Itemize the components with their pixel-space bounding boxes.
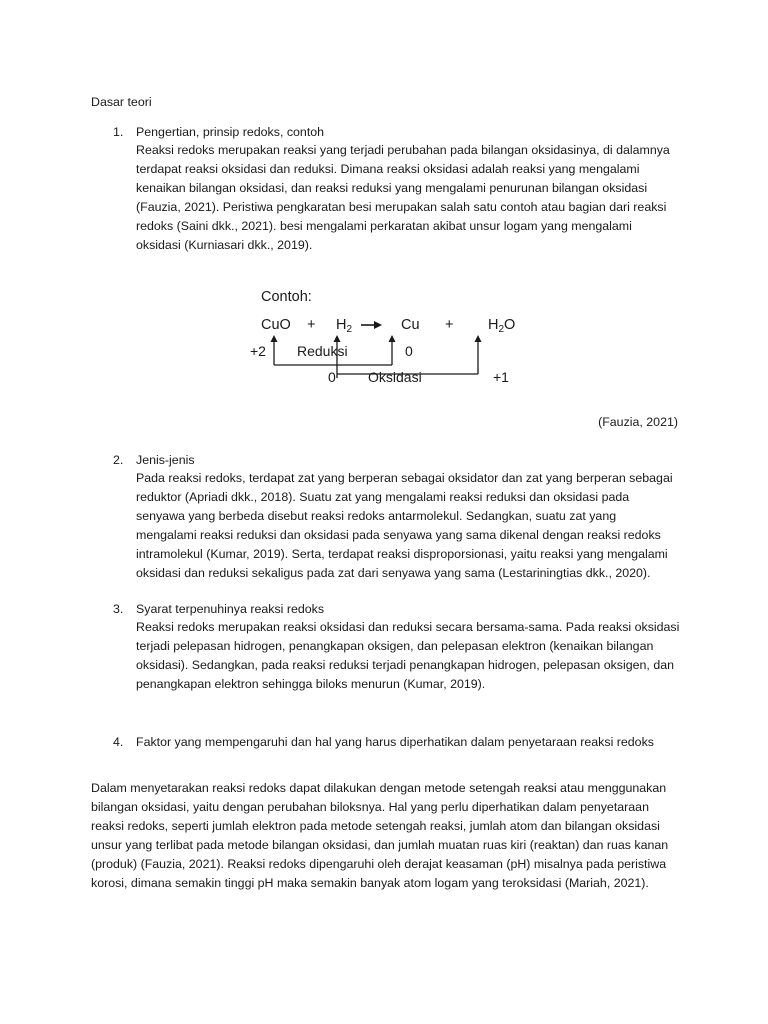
paragraph-line: oksidasi dan reduksi sekaligus pada zat dari senyawa yang sama (Lestariningtias dkk., 2020). bbox=[136, 566, 651, 580]
plus-sign: + bbox=[307, 317, 316, 333]
paragraph-line: bilangan oksidasi, yaitu dengan perubahan biloksnya. Hal yang perlu diperhatikan dalam penyetaraan bbox=[91, 800, 649, 814]
oxidation-number-h2o: +1 bbox=[493, 369, 509, 385]
list-number: 4. bbox=[113, 735, 124, 749]
paragraph-line: senyawa yang berbeda disebut reaksi redoks antarmolekul. Sedangkan, suatu zat yang bbox=[136, 509, 617, 523]
list-item-title: Jenis-jenis bbox=[136, 453, 195, 467]
diagram-label: Contoh: bbox=[261, 289, 312, 305]
paragraph-line: (produk) (Fauzia, 2021). Reaksi redoks dipengaruhi oleh derajat keasaman (pH) misalnya pada peristiwa bbox=[91, 857, 667, 871]
paragraph-line: mengalami reaksi reduksi dan oksidasi pada senyawa yang sama dikenal dengan reaksi redoks bbox=[136, 528, 661, 542]
reaction-arrowhead bbox=[374, 321, 382, 329]
list-number: 2. bbox=[113, 453, 124, 467]
oxidation-number-cuo: +2 bbox=[250, 343, 266, 359]
reactant-h2: $H_2$ bbox=[336, 317, 353, 335]
list-item-paragraph bbox=[136, 469, 684, 583]
section-heading: Dasar teori bbox=[91, 95, 152, 109]
paragraph-line: unsur yang terlibat pada metode bilangan oksidasi, dan jumlah muatan ruas kiri (reaktan) dan ruas kanan bbox=[91, 838, 669, 852]
paragraph-line: penangkapan elektron sehingga biloks menurun (Kumar, 2019). bbox=[136, 677, 486, 691]
paragraph-line: Pada reaksi redoks, terdapat zat yang berperan sebagai oksidator dan zat yang berperan sebagai bbox=[136, 471, 673, 485]
reactant-cuo: CuO bbox=[261, 317, 291, 333]
oxidation-label: Oksidasi bbox=[368, 369, 422, 385]
redox-example-diagram bbox=[240, 282, 540, 392]
paragraph-line: reaksi redoks, seperti jumlah elektron pada metode setengah reaksi, jumlah atom dan bilangan oksidasi bbox=[91, 819, 660, 833]
closing-paragraph bbox=[91, 779, 691, 893]
list-number: 3. bbox=[113, 602, 124, 616]
list-item-paragraph bbox=[136, 618, 684, 694]
oxidation-number-cu: 0 bbox=[405, 343, 413, 359]
paragraph-line: terdapat reaksi oksidasi dan reduksi. Dimana reaksi oksidasi adalah reaksi yang mengalami bbox=[136, 162, 640, 176]
paragraph-line: oksidasi (Kurniasari dkk., 2019). bbox=[136, 238, 313, 252]
list-item-title: Syarat terpenuhinya reaksi redoks bbox=[136, 602, 325, 616]
plus-sign: + bbox=[445, 317, 454, 333]
paragraph-line: reduktor (Apriadi dkk., 2018). Suatu zat yang mengalami reaksi reduksi dan oksidasi pada bbox=[136, 490, 630, 504]
paragraph-line: intramolekul (Kumar, 2019). Serta, terdapat reaksi disproporsionasi, yaitu reaksi yang mengalami bbox=[136, 547, 668, 561]
paragraph-line: terjadi pelepasan hidrogen, penangkapan oksigen, dan pelepasan elektron (kenaikan bilangan bbox=[136, 639, 654, 653]
paragraph-line: oksidasi). Sedangkan, pada reaksi reduksi terjadi penangkapan hidrogen, pelepasan oksigen, dan bbox=[136, 658, 674, 672]
oxidation-number-h2: 0 bbox=[328, 369, 336, 385]
paragraph-line: Reaksi redoks merupakan reaksi oksidasi dan reduksi secara bersama-sama. Pada reaksi oksidasi bbox=[136, 620, 680, 634]
paragraph-line: Reaksi redoks merupakan reaksi yang terjadi perubahan pada bilangan oksidasinya, di dalamnya bbox=[136, 143, 670, 157]
paragraph-line: Dalam menyetarakan reaksi redoks dapat dilakukan dengan metode setengah reaksi atau menggunakan bbox=[91, 781, 667, 795]
list-number: 1. bbox=[113, 125, 124, 139]
diagram-citation: (Fauzia, 2021) bbox=[598, 415, 678, 429]
list-item-paragraph bbox=[136, 141, 684, 255]
paragraph-line: kenaikan bilangan oksidasi, dan reaksi reduksi yang mengalami penurunan bilangan oksidasi bbox=[136, 181, 648, 195]
product-cu: Cu bbox=[401, 317, 420, 333]
product-h2o: $H_2O$ bbox=[488, 317, 516, 335]
reduction-label: Reduksi bbox=[297, 343, 348, 359]
paragraph-line: redoks (Saini dkk., 2021). besi mengalami perkaratan akibat unsur logam yang mengalami bbox=[136, 219, 632, 233]
list-item-title: Pengertian, prinsip redoks, contoh bbox=[136, 125, 325, 139]
paragraph-line: korosi, dimana semakin tinggi pH maka semakin banyak atom logam yang teroksidasi (Mariah, 2021). bbox=[91, 876, 649, 890]
list-item-title: Faktor yang mempengaruhi dan hal yang harus diperhatikan dalam penyetaraan reaksi redoks bbox=[136, 735, 654, 749]
paragraph-line: (Fauzia, 2021). Peristiwa pengkaratan besi merupakan salah satu contoh atau bagian dari reaksi bbox=[136, 200, 667, 214]
